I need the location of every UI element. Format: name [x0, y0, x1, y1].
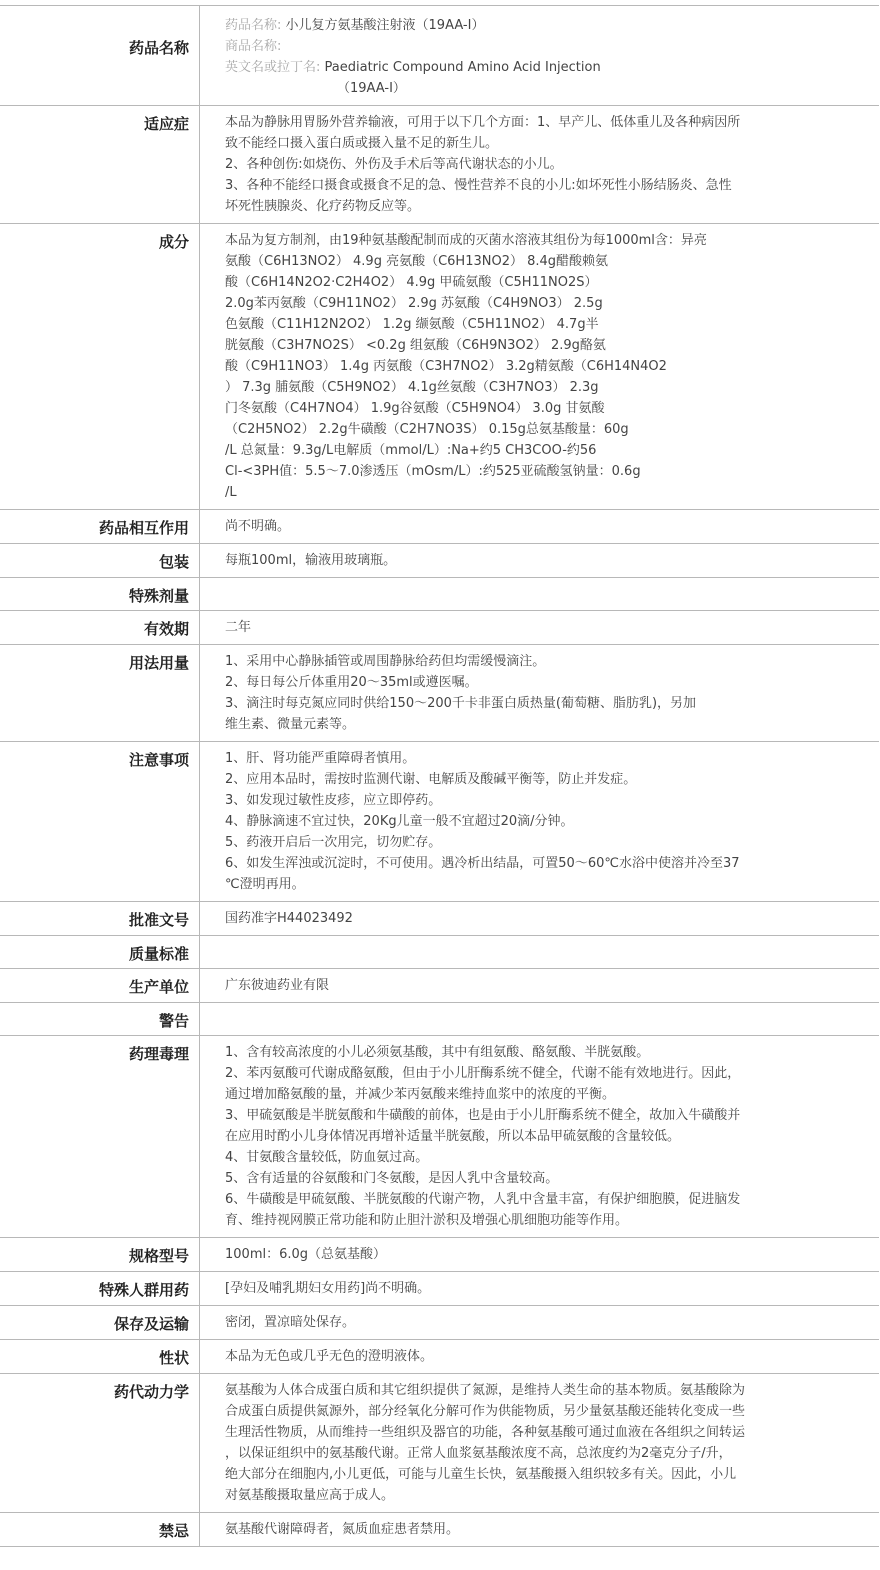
trade-name-line [225, 36, 869, 57]
generic-name-line [225, 15, 869, 36]
row-label: 有效期 [0, 611, 200, 645]
generic-name-label: 药品名称: [225, 18, 282, 33]
row-value [200, 1340, 880, 1374]
text-line: ） 7.3g 脯氨酸（C5H9NO2） 4.1g丝氨酸（C3H7NO3） 2.3g [225, 380, 599, 395]
row-label: 包装 [0, 544, 200, 578]
english-name-value: Paediatric Compound Amino Acid Injection [324, 60, 601, 75]
text-line: 5、含有适量的谷氨酸和门冬氨酸，是因人乳中含量较高。 [225, 1171, 559, 1186]
table-row-manufacturer [0, 969, 879, 1003]
table-row-drug-name [0, 6, 879, 106]
row-label: 批准文号 [0, 902, 200, 936]
row-label: 药品相互作用 [0, 510, 200, 544]
text-line: 氨基酸为人体合成蛋白质和其它组织提供了氮源，是维持人类生命的基本物质。氨基酸除为 [225, 1383, 746, 1398]
text-line: 二年 [225, 620, 252, 635]
row-label: 规格型号 [0, 1238, 200, 1272]
text-line: ℃澄明再用。 [225, 877, 305, 892]
text-line: 通过增加酪氨酸的量，并减少苯丙氨酸来维持血浆中的浓度的平衡。 [225, 1087, 616, 1102]
row-value [200, 969, 880, 1003]
row-label: 成分 [0, 224, 200, 510]
drug-info-table [0, 5, 879, 1547]
text-line: 胱氨酸（C3H7NO2S） <0.2g 组氨酸（C6H9N3O2） 2.9g酪氨 [225, 338, 606, 353]
table-row-storage-transport [0, 1306, 879, 1340]
table-row-special-dosage [0, 578, 879, 611]
text-line: 育、维持视网膜正常功能和防止胆汁淤积及增强心肌细胞功能等作用。 [225, 1213, 629, 1228]
row-value [200, 936, 880, 969]
row-value [200, 578, 880, 611]
table-row-drug-interactions [0, 510, 879, 544]
text-line: 门冬氨酸（C4H7NO4） 1.9g谷氨酸（C5H9NO4） 3.0g 甘氨酸 [225, 401, 605, 416]
row-value [200, 106, 880, 224]
text-line: 6、牛磺酸是甲硫氨酸、半胱氨酸的代谢产物，人乳中含量丰富，有保护细胞膜，促进脑发 [225, 1192, 741, 1207]
row-label: 生产单位 [0, 969, 200, 1003]
text-line: 2.0g苯丙氨酸（C9H11NO2） 2.9g 苏氨酸（C4H9NO3） 2.5g [225, 296, 603, 311]
table-row-indications [0, 106, 879, 224]
text-line: 密闭，置凉暗处保存。 [225, 1315, 356, 1330]
text-line: 3、各种不能经口摄食或摄食不足的急、慢性营养不良的小儿:如坏死性小肠结肠炎、急性 [225, 178, 732, 193]
row-label: 性状 [0, 1340, 200, 1374]
trade-name-label: 商品名称: [225, 39, 282, 54]
table-row-pharmacokinetics [0, 1374, 879, 1513]
english-name-line-2 [225, 78, 869, 99]
text-line: 3、滴注时每克氮应同时供给150～200千卡非蛋白质热量(葡萄糖、脂肪乳)，另加 [225, 696, 697, 711]
text-line: 致不能经口摄入蛋白质或摄入量不足的新生儿。 [225, 136, 499, 151]
table-row-appearance [0, 1340, 879, 1374]
row-label: 质量标准 [0, 936, 200, 969]
row-label: 禁忌 [0, 1513, 200, 1547]
text-line: 氨基酸代谢障碍者，氮质血症患者禁用。 [225, 1522, 460, 1537]
row-value [200, 1513, 880, 1547]
row-label: 特殊人群用药 [0, 1272, 200, 1306]
text-line: 本品为静脉用胃肠外营养输液，可用于以下几个方面：1、早产儿、低体重儿及各种病因所 [225, 115, 741, 130]
row-label: 药理毒理 [0, 1036, 200, 1238]
text-line: 酸（C9H11NO3） 1.4g 丙氨酸（C3H7NO2） 3.2g精氨酸（C6H14N4O2 [225, 359, 667, 374]
text-line: 4、静脉滴速不宜过快，20Kg儿童一般不宜超过20滴/分钟。 [225, 814, 574, 829]
drug-name-cell [200, 6, 880, 106]
row-label: 药代动力学 [0, 1374, 200, 1513]
text-line: 绝大部分在细胞内,小儿更低，可能与儿童生长快，氨基酸摄入组织较多有关。因此，小儿 [225, 1467, 737, 1482]
text-line: 对氨基酸摄取量应高于成人。 [225, 1488, 395, 1503]
text-line: 1、肝、肾功能严重障碍者慎用。 [225, 751, 416, 766]
text-line: 国药准字H44023492 [225, 911, 353, 926]
text-line: 坏死性胰腺炎、化疗药物反应等。 [225, 199, 421, 214]
text-line: （C2H5NO2） 2.2g牛磺酸（C2H7NO3S） 0.15g总氨基酸量：60g [225, 422, 629, 437]
text-line: 酸（C6H14N2O2·C2H4O2） 4.9g 甲硫氨酸（C5H11NO2S） [225, 275, 598, 290]
text-line: 2、每日每公斤体重用20～35ml或遵医嘱。 [225, 675, 478, 690]
text-line: [孕妇及哺乳期妇女用药]尚不明确。 [225, 1281, 431, 1296]
table-row-quality-standard [0, 936, 879, 969]
text-line: Cl-<3PH值：5.5～7.0渗透压（mOsm/L）:约525亚硫酸氢钠量：0.6g [225, 464, 641, 479]
text-line: 生理活性物质，从而维持一些组织及器官的功能，各种氨基酸可通过血液在各组织之间转运 [225, 1425, 746, 1440]
text-line: 本品为无色或几乎无色的澄明液体。 [225, 1349, 434, 1364]
table-row-ingredients [0, 224, 879, 510]
row-value [200, 611, 880, 645]
table-row-warning [0, 1003, 879, 1036]
row-value [200, 510, 880, 544]
text-line: 尚不明确。 [225, 519, 291, 534]
row-value [200, 1238, 880, 1272]
text-line: 氨酸（C6H13NO2） 4.9g 亮氨酸（C6H13NO2） 8.4g醋酸赖氨 [225, 254, 609, 269]
text-line: 1、含有较高浓度的小儿必须氨基酸，其中有组氨酸、酪氨酸、半胱氨酸。 [225, 1045, 650, 1060]
row-label: 适应症 [0, 106, 200, 224]
row-value [200, 1374, 880, 1513]
text-line: 维生素、微量元素等。 [225, 717, 356, 732]
text-line: 3、甲硫氨酸是半胱氨酸和牛磺酸的前体，也是由于小儿肝酶系统不健全，故加入牛磺酸并 [225, 1108, 741, 1123]
row-label: 特殊剂量 [0, 578, 200, 611]
table-row-contraindications [0, 1513, 879, 1547]
text-line: 色氨酸（C11H12N2O2） 1.2g 缬氨酸（C5H11NO2） 4.7g半 [225, 317, 599, 332]
row-value [200, 1036, 880, 1238]
row-value [200, 742, 880, 902]
generic-name-value: 小儿复方氨基酸注射液（19AA-I） [285, 18, 485, 33]
text-line: 4、甘氨酸含量较低，防血氨过高。 [225, 1150, 429, 1165]
english-name-line [225, 57, 869, 78]
table-row-packaging [0, 544, 879, 578]
text-line: 100ml：6.0g（总氨基酸） [225, 1247, 387, 1262]
row-label: 用法用量 [0, 645, 200, 742]
text-line: 本品为复方制剂，由19种氨基酸配制而成的灭菌水溶液其组份为每1000ml含：异亮 [225, 233, 707, 248]
text-line: 6、如发生浑浊或沉淀时，不可使用。遇冷析出结晶，可置50～60℃水浴中使溶并冷至37 [225, 856, 740, 871]
row-value [200, 544, 880, 578]
row-label: 保存及运输 [0, 1306, 200, 1340]
text-line: 每瓶100ml，输液用玻璃瓶。 [225, 553, 397, 568]
text-line: 1、采用中心静脉插管或周围静脉给药但均需缓慢滴注。 [225, 654, 546, 669]
text-line: 2、各种创伤:如烧伤、外伤及手术后等高代谢状态的小儿。 [225, 157, 563, 172]
row-value [200, 645, 880, 742]
table-row-special-populations [0, 1272, 879, 1306]
row-value [200, 1272, 880, 1306]
text-line: 2、应用本品时，需按时监测代谢、电解质及酸碱平衡等，防止并发症。 [225, 772, 637, 787]
english-name-value-2: （19AA-I） [337, 81, 406, 96]
row-value [200, 902, 880, 936]
row-label: 注意事项 [0, 742, 200, 902]
text-line: 合成蛋白质提供氮源外，部分经氧化分解可作为供能物质，另少量氨基酸还能转化变成一些 [225, 1404, 746, 1419]
text-line: 2、苯丙氨酸可代谢成酪氨酸，但由于小儿肝酶系统不健全，代谢不能有效地进行。因此， [225, 1066, 741, 1081]
text-line: /L [225, 485, 237, 500]
row-value [200, 224, 880, 510]
row-label: 药品名称 [0, 6, 200, 106]
text-line: /L 总氮量：9.3g/L电解质（mmol/L）:Na+约5 CH3COO-约56 [225, 443, 597, 458]
row-value [200, 1306, 880, 1340]
table-row-approval-number [0, 902, 879, 936]
table-row-precautions [0, 742, 879, 902]
table-row-dosage [0, 645, 879, 742]
text-line: 在应用时酌小儿身体情况再增补适量半胱氨酸，所以本品甲硫氨酸的含量较低。 [225, 1129, 681, 1144]
text-line: 广东彼迪药业有限 [225, 978, 330, 993]
table-row-expiry [0, 611, 879, 645]
text-line: ，以保证组织中的氨基酸代谢。正常人血浆氨基酸浓度不高，总浓度约为2毫克分子/升， [225, 1446, 732, 1461]
english-name-label: 英文名或拉丁名: [225, 60, 321, 75]
row-label: 警告 [0, 1003, 200, 1036]
text-line: 5、药液开启后一次用完，切勿贮存。 [225, 835, 442, 850]
text-line: 3、如发现过敏性皮疹，应立即停药。 [225, 793, 442, 808]
row-value [200, 1003, 880, 1036]
table-row-pharmacology-toxicology [0, 1036, 879, 1238]
table-row-specification [0, 1238, 879, 1272]
